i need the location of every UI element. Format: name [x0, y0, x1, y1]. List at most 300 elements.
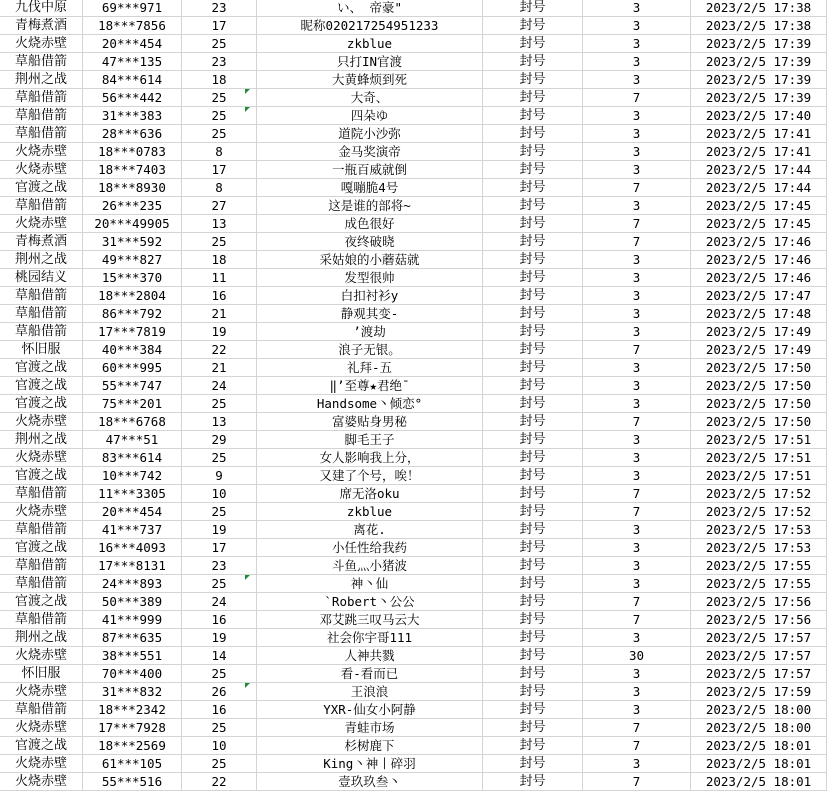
nickname-cell[interactable]: 王浪浪 — [257, 683, 483, 701]
account-cell[interactable]: 18***2342 — [83, 701, 182, 719]
time-cell[interactable]: 2023/2/5 17:50 — [691, 359, 827, 377]
days-cell[interactable]: 7 — [583, 719, 691, 737]
days-cell[interactable]: 3 — [583, 251, 691, 269]
level-cell[interactable]: 27 — [182, 197, 257, 215]
days-cell[interactable]: 3 — [583, 395, 691, 413]
level-cell[interactable]: 23 — [182, 0, 257, 17]
time-cell[interactable]: 2023/2/5 17:50 — [691, 395, 827, 413]
days-cell[interactable]: 3 — [583, 287, 691, 305]
server-cell[interactable]: 火烧赤壁 — [0, 773, 83, 791]
days-cell[interactable]: 3 — [583, 17, 691, 35]
nickname-cell[interactable]: 离花. — [257, 521, 483, 539]
server-cell[interactable]: 草船借箭 — [0, 305, 83, 323]
level-cell[interactable]: 18 — [182, 251, 257, 269]
time-cell[interactable]: 2023/2/5 17:39 — [691, 71, 827, 89]
action-cell[interactable]: 封号 — [483, 269, 583, 287]
account-cell[interactable]: 31***832 — [83, 683, 182, 701]
days-cell[interactable]: 3 — [583, 197, 691, 215]
account-cell[interactable]: 26***235 — [83, 197, 182, 215]
server-cell[interactable]: 草船借箭 — [0, 485, 83, 503]
server-cell[interactable]: 火烧赤壁 — [0, 647, 83, 665]
account-cell[interactable]: 31***383 — [83, 107, 182, 125]
days-cell[interactable]: 7 — [583, 503, 691, 521]
action-cell[interactable]: 封号 — [483, 125, 583, 143]
days-cell[interactable]: 3 — [583, 755, 691, 773]
level-cell[interactable]: 17 — [182, 539, 257, 557]
account-cell[interactable]: 28***636 — [83, 125, 182, 143]
level-cell[interactable]: 16 — [182, 611, 257, 629]
nickname-cell[interactable]: 四朵ゆ — [257, 107, 483, 125]
server-cell[interactable]: 草船借箭 — [0, 521, 83, 539]
account-cell[interactable]: 41***737 — [83, 521, 182, 539]
account-cell[interactable]: 56***442 — [83, 89, 182, 107]
level-cell[interactable]: 17 — [182, 17, 257, 35]
action-cell[interactable]: 封号 — [483, 629, 583, 647]
action-cell[interactable]: 封号 — [483, 359, 583, 377]
server-cell[interactable]: 官渡之战 — [0, 467, 83, 485]
days-cell[interactable]: 3 — [583, 539, 691, 557]
nickname-cell[interactable]: ’渡劫 — [257, 323, 483, 341]
action-cell[interactable]: 封号 — [483, 251, 583, 269]
nickname-cell[interactable]: 壹玖玖叁丶 — [257, 773, 483, 791]
server-cell[interactable]: 火烧赤壁 — [0, 143, 83, 161]
days-cell[interactable]: 3 — [583, 449, 691, 467]
level-cell[interactable]: 25 — [182, 503, 257, 521]
nickname-cell[interactable]: 青蛙市场 — [257, 719, 483, 737]
time-cell[interactable]: 2023/2/5 17:57 — [691, 665, 827, 683]
action-cell[interactable]: 封号 — [483, 773, 583, 791]
level-cell[interactable]: 25 — [182, 107, 257, 125]
account-cell[interactable]: 20***454 — [83, 503, 182, 521]
action-cell[interactable]: 封号 — [483, 0, 583, 17]
action-cell[interactable]: 封号 — [483, 89, 583, 107]
nickname-cell[interactable]: 大奇、 — [257, 89, 483, 107]
action-cell[interactable]: 封号 — [483, 161, 583, 179]
server-cell[interactable]: 火烧赤壁 — [0, 503, 83, 521]
nickname-cell[interactable]: 白扣衬衫y — [257, 287, 483, 305]
action-cell[interactable]: 封号 — [483, 71, 583, 89]
nickname-cell[interactable]: 礼拜-五 — [257, 359, 483, 377]
server-cell[interactable]: 火烧赤壁 — [0, 449, 83, 467]
account-cell[interactable]: 41***999 — [83, 611, 182, 629]
level-cell[interactable]: 21 — [182, 359, 257, 377]
time-cell[interactable]: 2023/2/5 17:55 — [691, 575, 827, 593]
level-cell[interactable]: 23 — [182, 557, 257, 575]
level-cell[interactable]: 16 — [182, 701, 257, 719]
days-cell[interactable]: 7 — [583, 773, 691, 791]
server-cell[interactable]: 九伐中原 — [0, 0, 83, 17]
days-cell[interactable]: 3 — [583, 665, 691, 683]
action-cell[interactable]: 封号 — [483, 701, 583, 719]
level-cell[interactable]: 19 — [182, 521, 257, 539]
level-cell[interactable]: 16 — [182, 287, 257, 305]
time-cell[interactable]: 2023/2/5 17:46 — [691, 233, 827, 251]
nickname-cell[interactable]: 道院小沙弥 — [257, 125, 483, 143]
account-cell[interactable]: 55***747 — [83, 377, 182, 395]
days-cell[interactable]: 3 — [583, 431, 691, 449]
account-cell[interactable]: 20***49905 — [83, 215, 182, 233]
server-cell[interactable]: 草船借箭 — [0, 107, 83, 125]
account-cell[interactable]: 38***551 — [83, 647, 182, 665]
time-cell[interactable]: 2023/2/5 17:46 — [691, 251, 827, 269]
nickname-cell[interactable]: 嘎嘣脆4号 — [257, 179, 483, 197]
days-cell[interactable]: 7 — [583, 485, 691, 503]
time-cell[interactable]: 2023/2/5 17:38 — [691, 17, 827, 35]
level-cell[interactable]: 29 — [182, 431, 257, 449]
action-cell[interactable]: 封号 — [483, 737, 583, 755]
days-cell[interactable]: 7 — [583, 179, 691, 197]
action-cell[interactable]: 封号 — [483, 17, 583, 35]
account-cell[interactable]: 86***792 — [83, 305, 182, 323]
level-cell[interactable]: 24 — [182, 593, 257, 611]
level-cell[interactable]: 25 — [182, 233, 257, 251]
server-cell[interactable]: 官渡之战 — [0, 737, 83, 755]
nickname-cell[interactable]: 小任性给我药 — [257, 539, 483, 557]
time-cell[interactable]: 2023/2/5 18:01 — [691, 773, 827, 791]
nickname-cell[interactable]: ‖’至尊★君绝¯ — [257, 377, 483, 395]
days-cell[interactable]: 7 — [583, 413, 691, 431]
action-cell[interactable]: 封号 — [483, 323, 583, 341]
days-cell[interactable]: 7 — [583, 737, 691, 755]
server-cell[interactable]: 怀旧服 — [0, 665, 83, 683]
action-cell[interactable]: 封号 — [483, 521, 583, 539]
action-cell[interactable]: 封号 — [483, 305, 583, 323]
action-cell[interactable]: 封号 — [483, 755, 583, 773]
level-cell[interactable]: 8 — [182, 143, 257, 161]
account-cell[interactable]: 47***135 — [83, 53, 182, 71]
days-cell[interactable]: 3 — [583, 143, 691, 161]
level-cell[interactable]: 26 — [182, 683, 257, 701]
nickname-cell[interactable]: 斗鱼灬小猪波 — [257, 557, 483, 575]
action-cell[interactable]: 封号 — [483, 503, 583, 521]
server-cell[interactable]: 怀旧服 — [0, 341, 83, 359]
account-cell[interactable]: 11***3305 — [83, 485, 182, 503]
time-cell[interactable]: 2023/2/5 17:39 — [691, 89, 827, 107]
time-cell[interactable]: 2023/2/5 17:44 — [691, 179, 827, 197]
server-cell[interactable]: 桃园结义 — [0, 269, 83, 287]
time-cell[interactable]: 2023/2/5 17:49 — [691, 341, 827, 359]
account-cell[interactable]: 75***201 — [83, 395, 182, 413]
nickname-cell[interactable]: 女人影响我上分， — [257, 449, 483, 467]
action-cell[interactable]: 封号 — [483, 449, 583, 467]
time-cell[interactable]: 2023/2/5 17:39 — [691, 53, 827, 71]
level-cell[interactable]: 25 — [182, 449, 257, 467]
time-cell[interactable]: 2023/2/5 17:59 — [691, 683, 827, 701]
account-cell[interactable]: 61***105 — [83, 755, 182, 773]
account-cell[interactable]: 16***4093 — [83, 539, 182, 557]
account-cell[interactable]: 70***400 — [83, 665, 182, 683]
action-cell[interactable]: 封号 — [483, 395, 583, 413]
server-cell[interactable]: 官渡之战 — [0, 359, 83, 377]
time-cell[interactable]: 2023/2/5 17:51 — [691, 467, 827, 485]
nickname-cell[interactable]: 夜终破晓 — [257, 233, 483, 251]
time-cell[interactable]: 2023/2/5 17:56 — [691, 611, 827, 629]
server-cell[interactable]: 火烧赤壁 — [0, 413, 83, 431]
server-cell[interactable]: 官渡之战 — [0, 179, 83, 197]
time-cell[interactable]: 2023/2/5 17:53 — [691, 539, 827, 557]
action-cell[interactable]: 封号 — [483, 179, 583, 197]
account-cell[interactable]: 31***592 — [83, 233, 182, 251]
time-cell[interactable]: 2023/2/5 17:41 — [691, 125, 827, 143]
level-cell[interactable]: 25 — [182, 755, 257, 773]
server-cell[interactable]: 火烧赤壁 — [0, 161, 83, 179]
time-cell[interactable]: 2023/2/5 17:57 — [691, 647, 827, 665]
time-cell[interactable]: 2023/2/5 18:01 — [691, 755, 827, 773]
nickname-cell[interactable]: 看-看而已 — [257, 665, 483, 683]
account-cell[interactable]: 20***454 — [83, 35, 182, 53]
time-cell[interactable]: 2023/2/5 17:46 — [691, 269, 827, 287]
action-cell[interactable]: 封号 — [483, 215, 583, 233]
time-cell[interactable]: 2023/2/5 17:41 — [691, 143, 827, 161]
time-cell[interactable]: 2023/2/5 17:38 — [691, 0, 827, 17]
days-cell[interactable]: 7 — [583, 215, 691, 233]
time-cell[interactable]: 2023/2/5 17:55 — [691, 557, 827, 575]
level-cell[interactable]: 25 — [182, 719, 257, 737]
action-cell[interactable]: 封号 — [483, 719, 583, 737]
time-cell[interactable]: 2023/2/5 17:50 — [691, 413, 827, 431]
server-cell[interactable]: 火烧赤壁 — [0, 683, 83, 701]
server-cell[interactable]: 青梅煮酒 — [0, 233, 83, 251]
server-cell[interactable]: 荆州之战 — [0, 431, 83, 449]
level-cell[interactable]: 13 — [182, 215, 257, 233]
nickname-cell[interactable]: zkblue — [257, 503, 483, 521]
time-cell[interactable]: 2023/2/5 17:40 — [691, 107, 827, 125]
server-cell[interactable]: 草船借箭 — [0, 125, 83, 143]
server-cell[interactable]: 火烧赤壁 — [0, 755, 83, 773]
server-cell[interactable]: 草船借箭 — [0, 197, 83, 215]
account-cell[interactable]: 55***516 — [83, 773, 182, 791]
action-cell[interactable]: 封号 — [483, 611, 583, 629]
level-cell[interactable]: 11 — [182, 269, 257, 287]
server-cell[interactable]: 荆州之战 — [0, 71, 83, 89]
days-cell[interactable]: 7 — [583, 233, 691, 251]
nickname-cell[interactable]: い、 帝豪" — [257, 0, 483, 17]
action-cell[interactable]: 封号 — [483, 683, 583, 701]
level-cell[interactable]: 25 — [182, 665, 257, 683]
time-cell[interactable]: 2023/2/5 17:50 — [691, 377, 827, 395]
time-cell[interactable]: 2023/2/5 18:01 — [691, 737, 827, 755]
days-cell[interactable]: 3 — [583, 269, 691, 287]
days-cell[interactable]: 7 — [583, 593, 691, 611]
days-cell[interactable]: 3 — [583, 125, 691, 143]
days-cell[interactable]: 3 — [583, 575, 691, 593]
server-cell[interactable]: 草船借箭 — [0, 323, 83, 341]
action-cell[interactable]: 封号 — [483, 665, 583, 683]
action-cell[interactable]: 封号 — [483, 647, 583, 665]
server-cell[interactable]: 荆州之战 — [0, 251, 83, 269]
days-cell[interactable]: 3 — [583, 53, 691, 71]
level-cell[interactable]: 21 — [182, 305, 257, 323]
days-cell[interactable]: 30 — [583, 647, 691, 665]
server-cell[interactable]: 草船借箭 — [0, 557, 83, 575]
nickname-cell[interactable]: 成色很好 — [257, 215, 483, 233]
time-cell[interactable]: 2023/2/5 17:39 — [691, 35, 827, 53]
level-cell[interactable]: 10 — [182, 737, 257, 755]
server-cell[interactable]: 草船借箭 — [0, 701, 83, 719]
nickname-cell[interactable]: 一瓶百威就倒 — [257, 161, 483, 179]
nickname-cell[interactable]: 静观其变- — [257, 305, 483, 323]
nickname-cell[interactable]: 只打IN官渡 — [257, 53, 483, 71]
time-cell[interactable]: 2023/2/5 17:51 — [691, 449, 827, 467]
account-cell[interactable]: 50***389 — [83, 593, 182, 611]
account-cell[interactable]: 17***8131 — [83, 557, 182, 575]
level-cell[interactable]: 10 — [182, 485, 257, 503]
action-cell[interactable]: 封号 — [483, 233, 583, 251]
nickname-cell[interactable]: 邓艾跳三叹马云大 — [257, 611, 483, 629]
days-cell[interactable]: 3 — [583, 0, 691, 17]
server-cell[interactable]: 草船借箭 — [0, 287, 83, 305]
action-cell[interactable]: 封号 — [483, 485, 583, 503]
days-cell[interactable]: 3 — [583, 305, 691, 323]
days-cell[interactable]: 3 — [583, 107, 691, 125]
nickname-cell[interactable]: Handsome丶倾恋° — [257, 395, 483, 413]
days-cell[interactable]: 3 — [583, 467, 691, 485]
action-cell[interactable]: 封号 — [483, 593, 583, 611]
nickname-cell[interactable]: 昵称020217254951233 — [257, 17, 483, 35]
server-cell[interactable]: 草船借箭 — [0, 89, 83, 107]
action-cell[interactable]: 封号 — [483, 53, 583, 71]
time-cell[interactable]: 2023/2/5 17:45 — [691, 215, 827, 233]
account-cell[interactable]: 83***614 — [83, 449, 182, 467]
action-cell[interactable]: 封号 — [483, 467, 583, 485]
nickname-cell[interactable]: 采姑娘的小蘑菇就 — [257, 251, 483, 269]
server-cell[interactable]: 火烧赤壁 — [0, 215, 83, 233]
action-cell[interactable]: 封号 — [483, 575, 583, 593]
time-cell[interactable]: 2023/2/5 18:00 — [691, 719, 827, 737]
account-cell[interactable]: 17***7819 — [83, 323, 182, 341]
time-cell[interactable]: 2023/2/5 17:51 — [691, 431, 827, 449]
time-cell[interactable]: 2023/2/5 17:45 — [691, 197, 827, 215]
time-cell[interactable]: 2023/2/5 17:49 — [691, 323, 827, 341]
level-cell[interactable]: 25 — [182, 395, 257, 413]
account-cell[interactable]: 18***0783 — [83, 143, 182, 161]
time-cell[interactable]: 2023/2/5 17:56 — [691, 593, 827, 611]
days-cell[interactable]: 3 — [583, 521, 691, 539]
days-cell[interactable]: 3 — [583, 359, 691, 377]
account-cell[interactable]: 47***51 — [83, 431, 182, 449]
account-cell[interactable]: 24***893 — [83, 575, 182, 593]
level-cell[interactable]: 17 — [182, 161, 257, 179]
action-cell[interactable]: 封号 — [483, 143, 583, 161]
server-cell[interactable]: 草船借箭 — [0, 575, 83, 593]
nickname-cell[interactable]: zkblue — [257, 35, 483, 53]
level-cell[interactable]: 24 — [182, 377, 257, 395]
nickname-cell[interactable]: King丶神丨碎羽 — [257, 755, 483, 773]
days-cell[interactable]: 3 — [583, 701, 691, 719]
time-cell[interactable]: 2023/2/5 17:52 — [691, 485, 827, 503]
action-cell[interactable]: 封号 — [483, 197, 583, 215]
server-cell[interactable]: 草船借箭 — [0, 611, 83, 629]
action-cell[interactable]: 封号 — [483, 287, 583, 305]
days-cell[interactable]: 7 — [583, 89, 691, 107]
account-cell[interactable]: 87***635 — [83, 629, 182, 647]
days-cell[interactable]: 3 — [583, 683, 691, 701]
account-cell[interactable]: 18***8930 — [83, 179, 182, 197]
action-cell[interactable]: 封号 — [483, 35, 583, 53]
days-cell[interactable]: 3 — [583, 557, 691, 575]
nickname-cell[interactable]: 浪子无银。 — [257, 341, 483, 359]
account-cell[interactable]: 40***384 — [83, 341, 182, 359]
nickname-cell[interactable]: 富婆贴身男秘 — [257, 413, 483, 431]
account-cell[interactable]: 18***7403 — [83, 161, 182, 179]
nickname-cell[interactable]: 脚毛王子 — [257, 431, 483, 449]
account-cell[interactable]: 69***971 — [83, 0, 182, 17]
account-cell[interactable]: 18***6768 — [83, 413, 182, 431]
days-cell[interactable]: 3 — [583, 629, 691, 647]
server-cell[interactable]: 官渡之战 — [0, 593, 83, 611]
account-cell[interactable]: 84***614 — [83, 71, 182, 89]
action-cell[interactable]: 封号 — [483, 107, 583, 125]
account-cell[interactable]: 18***7856 — [83, 17, 182, 35]
nickname-cell[interactable]: 席无洛oku — [257, 485, 483, 503]
level-cell[interactable]: 25 — [182, 35, 257, 53]
level-cell[interactable]: 19 — [182, 629, 257, 647]
level-cell[interactable]: 18 — [182, 71, 257, 89]
time-cell[interactable]: 2023/2/5 18:00 — [691, 701, 827, 719]
level-cell[interactable]: 9 — [182, 467, 257, 485]
account-cell[interactable]: 60***995 — [83, 359, 182, 377]
level-cell[interactable]: 13 — [182, 413, 257, 431]
days-cell[interactable]: 3 — [583, 323, 691, 341]
action-cell[interactable]: 封号 — [483, 539, 583, 557]
days-cell[interactable]: 7 — [583, 341, 691, 359]
action-cell[interactable]: 封号 — [483, 413, 583, 431]
action-cell[interactable]: 封号 — [483, 431, 583, 449]
nickname-cell[interactable]: 社会你宇哥111 — [257, 629, 483, 647]
days-cell[interactable]: 3 — [583, 161, 691, 179]
action-cell[interactable]: 封号 — [483, 557, 583, 575]
nickname-cell[interactable]: 大黄蜂烦到死 — [257, 71, 483, 89]
level-cell[interactable]: 22 — [182, 341, 257, 359]
time-cell[interactable]: 2023/2/5 17:44 — [691, 161, 827, 179]
account-cell[interactable]: 17***7928 — [83, 719, 182, 737]
days-cell[interactable]: 3 — [583, 71, 691, 89]
level-cell[interactable]: 23 — [182, 53, 257, 71]
action-cell[interactable]: 封号 — [483, 341, 583, 359]
nickname-cell[interactable]: 这是谁的部将~ — [257, 197, 483, 215]
days-cell[interactable]: 3 — [583, 377, 691, 395]
level-cell[interactable]: 14 — [182, 647, 257, 665]
account-cell[interactable]: 18***2804 — [83, 287, 182, 305]
account-cell[interactable]: 15***370 — [83, 269, 182, 287]
level-cell[interactable]: 25 — [182, 125, 257, 143]
server-cell[interactable]: 官渡之战 — [0, 377, 83, 395]
nickname-cell[interactable]: 金马奖演帝 — [257, 143, 483, 161]
level-cell[interactable]: 22 — [182, 773, 257, 791]
nickname-cell[interactable]: YXR-仙女小阿静 — [257, 701, 483, 719]
server-cell[interactable]: 青梅煮酒 — [0, 17, 83, 35]
server-cell[interactable]: 荆州之战 — [0, 629, 83, 647]
nickname-cell[interactable]: 人神共戮 — [257, 647, 483, 665]
account-cell[interactable]: 49***827 — [83, 251, 182, 269]
nickname-cell[interactable]: 又建了个号，唉！ — [257, 467, 483, 485]
level-cell[interactable]: 25 — [182, 575, 257, 593]
time-cell[interactable]: 2023/2/5 17:53 — [691, 521, 827, 539]
server-cell[interactable]: 火烧赤壁 — [0, 719, 83, 737]
time-cell[interactable]: 2023/2/5 17:57 — [691, 629, 827, 647]
level-cell[interactable]: 19 — [182, 323, 257, 341]
server-cell[interactable]: 官渡之战 — [0, 539, 83, 557]
nickname-cell[interactable]: 神丶仙 — [257, 575, 483, 593]
server-cell[interactable]: 草船借箭 — [0, 53, 83, 71]
level-cell[interactable]: 8 — [182, 179, 257, 197]
time-cell[interactable]: 2023/2/5 17:47 — [691, 287, 827, 305]
days-cell[interactable]: 7 — [583, 611, 691, 629]
account-cell[interactable]: 10***742 — [83, 467, 182, 485]
action-cell[interactable]: 封号 — [483, 377, 583, 395]
time-cell[interactable]: 2023/2/5 17:52 — [691, 503, 827, 521]
nickname-cell[interactable]: 杉树鹿下 — [257, 737, 483, 755]
